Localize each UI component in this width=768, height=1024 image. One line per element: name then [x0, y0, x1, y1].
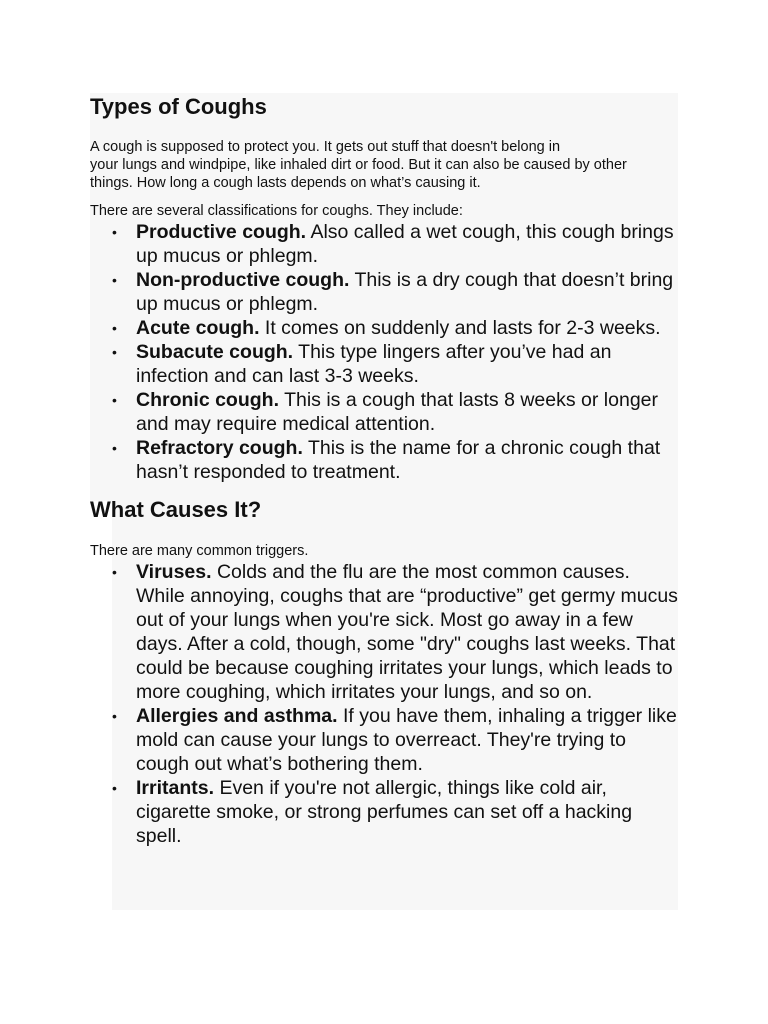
description: This is a cough that lasts 8 weeks or longer and may require medical attention.: [136, 389, 659, 435]
cough-types-list: [90, 220, 680, 484]
term: Irritants.: [136, 777, 215, 799]
intro-paragraph: [90, 138, 660, 192]
document-content: [90, 93, 680, 848]
list-item-productive-cough: [90, 220, 680, 268]
term: Chronic cough.: [136, 389, 279, 411]
description: This type lingers after you’ve had an infection and can last 3-3 weeks.: [136, 341, 612, 387]
description: If you have them, inhaling a trigger like mold can cause your lungs to overreact. They're trying to cough out what’s bothering them.: [136, 705, 677, 775]
list-item-irritants: [90, 776, 680, 848]
term: Viruses.: [136, 561, 212, 583]
bullet-icon: •: [112, 392, 117, 408]
bullet-icon: •: [112, 272, 117, 288]
list-item-chronic-cough: [90, 388, 680, 436]
description: This is the name for a chronic cough that hasn’t responded to treatment.: [136, 437, 661, 483]
list-item-non-productive-cough: [90, 268, 680, 316]
term: Non-productive cough.: [136, 269, 350, 291]
list-item-acute-cough: [90, 316, 680, 340]
term: Acute cough.: [136, 317, 260, 339]
list-item-viruses: [90, 560, 680, 704]
term: Allergies and asthma.: [136, 705, 338, 727]
heading-what-causes-it: What Causes It?: [90, 497, 262, 522]
bullet-icon: •: [112, 224, 117, 240]
intro-line-2: your lungs and windpipe, like inhaled dirt or food. But it can also be caused by other things. How long a cough lasts depends on what’s causing it.: [90, 157, 627, 191]
triggers-paragraph: There are many common triggers.: [90, 543, 309, 559]
heading-types-of-coughs: Types of Coughs: [90, 94, 267, 119]
term: Subacute cough.: [136, 341, 294, 363]
list-item-refractory-cough: [90, 436, 680, 484]
list-item-allergies-and-asthma: [90, 704, 680, 776]
bullet-icon: •: [112, 708, 117, 724]
bullet-icon: •: [112, 344, 117, 360]
bullet-icon: •: [112, 564, 117, 580]
description: Colds and the flu are the most common causes. While annoying, coughs that are “productive” get germy mucus out of your lungs when you're sick. Most go away in a few days. After a cold, though, some "dry" coughs last weeks. That could be because coughing irritates your lungs, which leads to more coughing, which irritates your lungs, and so on.: [136, 561, 678, 703]
bullet-icon: •: [112, 780, 117, 796]
description: This is a dry cough that doesn’t bring up mucus or phlegm.: [136, 269, 674, 315]
bullet-icon: •: [112, 440, 117, 456]
description: Also called a wet cough, this cough brings up mucus or phlegm.: [136, 221, 674, 267]
cough-causes-list: [90, 560, 680, 848]
bullet-icon: •: [112, 320, 117, 336]
description: Even if you're not allergic, things like cold air, cigarette smoke, or strong perfumes can set off a hacking spell.: [136, 777, 633, 847]
term: Refractory cough.: [136, 437, 303, 459]
intro-line-1: A cough is supposed to protect you. It gets out stuff that doesn't belong in: [90, 139, 561, 155]
list-item-subacute-cough: [90, 340, 680, 388]
classifications-paragraph: There are several classifications for coughs. They include:: [90, 203, 463, 219]
term: Productive cough.: [136, 221, 307, 243]
description: It comes on suddenly and lasts for 2-3 weeks.: [259, 317, 661, 339]
